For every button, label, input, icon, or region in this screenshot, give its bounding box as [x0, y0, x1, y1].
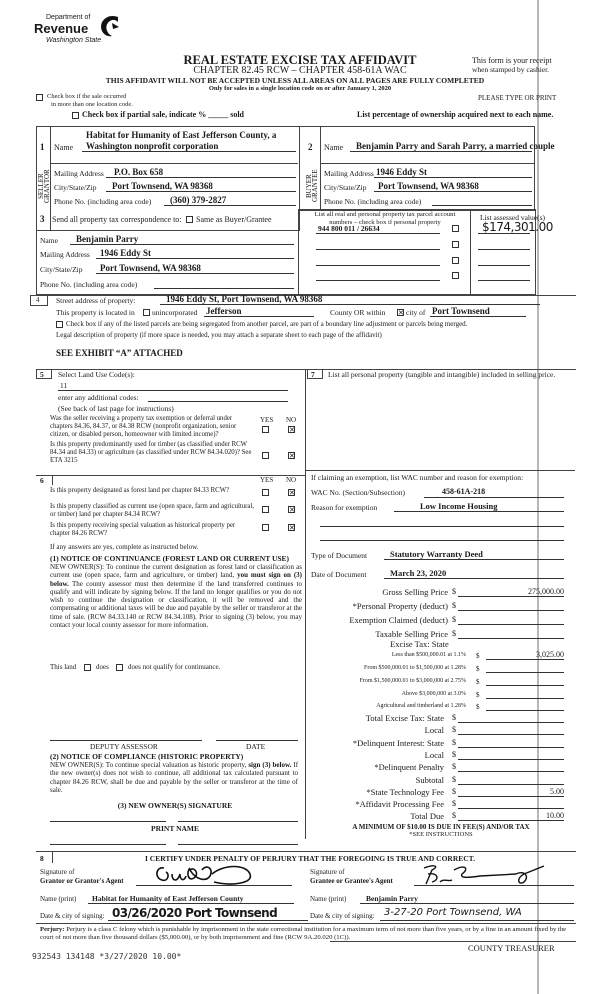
tax-row-label: *State Technology Fee [366, 786, 444, 797]
seller-side-label [37, 166, 50, 206]
deputy-assessor-label: DEPUTY ASSESSOR [90, 742, 158, 751]
question-yes-checkbox[interactable] [262, 506, 269, 513]
section8-number: 8 [40, 854, 44, 863]
personal-property-checkbox[interactable] [452, 257, 459, 264]
seller-mailing-underline [106, 177, 296, 178]
qualify-does-checkbox[interactable] [84, 664, 91, 671]
question-text: Was the seller receiving a property tax exemption or deferral under chapters 84.36, 84.37, or 84.38 RCW (nonprofit organization, senior citizen, or disabled person, homeowner with limited income)? [50, 415, 237, 438]
section3-top [36, 230, 298, 231]
tax-row-underline [458, 596, 564, 597]
grantee-date-city-value[interactable]: 3-27-20 Port Townsend, WA [384, 907, 522, 918]
new-owner-signature-line-1[interactable] [50, 821, 166, 822]
section3-label: Send all property tax correspondence to: [52, 215, 182, 224]
parcel-header-2: numbers – check box if personal property [329, 219, 441, 226]
tax-row-label: Local [424, 725, 444, 736]
street-value[interactable]: 1946 Eddy St, Port Townsend, WA 98368 [166, 294, 323, 304]
tax-row-label: Subtotal [415, 774, 444, 785]
form-warning: THIS AFFIDAVIT WILL NOT BE ACCEPTED UNLESS ALL AREAS ON ALL PAGES ARE FULLY COMPLETED [105, 76, 485, 85]
grantor-date-city-value[interactable]: 03/26/2020 Port Townsend [112, 906, 278, 920]
grantor-name-label: Name (print) [40, 895, 77, 903]
notice1-title: (1) NOTICE OF CONTINUANCE (FOREST LAND OR CURRENT USE) [50, 554, 290, 563]
grantee-sig-label-1: Signature of [310, 868, 345, 876]
same-as-buyer-checkbox[interactable] [186, 216, 193, 223]
dollar-sign: $ [452, 587, 456, 596]
buyer-side-label-1: BUYER [305, 174, 313, 198]
qualify-does-label: does [96, 663, 109, 671]
dollar-sign: $ [476, 665, 480, 673]
notice2-text-a: NEW OWNER(S): To continue special valuation as historic property, [50, 761, 247, 769]
question-no-checkbox[interactable]: ✕ [289, 506, 295, 514]
county-underline [204, 316, 314, 317]
dollar-sign: $ [476, 652, 480, 660]
grantor-sig-label-2: Grantor or Grantor's Agent [40, 877, 124, 885]
buyer-section-number: 2 [308, 142, 313, 152]
logo-department: Department of [46, 14, 91, 21]
parcel-left-border [298, 209, 299, 294]
corr-phone-label: Phone No. (including area code) [40, 280, 138, 289]
tax-row-label: Gross Selling Price [382, 587, 448, 597]
buyer-mailing-underline [374, 177, 532, 178]
tax-row-value[interactable]: 5.00 [550, 786, 564, 796]
dollar-sign: $ [476, 691, 480, 699]
seller-name-label: Name [54, 143, 74, 152]
seller-name-line1[interactable]: Habitat for Humanity of East Jefferson County, a [86, 130, 277, 140]
exemption-top [305, 470, 575, 471]
form-subtitle: CHAPTER 82.45 RCW – CHAPTER 458-61A WAC [193, 65, 407, 76]
print-name-label: PRINT NAME [151, 824, 199, 833]
no-header-5: NO [286, 416, 297, 424]
wac-value[interactable]: 458-61A-218 [442, 487, 486, 496]
seller-section-number: 1 [40, 142, 45, 152]
grantee-sig-label-2: Grantee or Grantee's Agent [310, 877, 393, 885]
tax-row-label: Agricultural and timberland at 1.28% [376, 703, 466, 709]
doc-date-label: Date of Document [311, 570, 367, 579]
see-instructions: *SEE INSTRUCTIONS [409, 831, 473, 838]
corr-name-value[interactable]: Benjamin Parry [76, 234, 139, 244]
corr-mailing-label: Mailing Address [40, 250, 90, 259]
personal-property-checkbox[interactable] [452, 241, 459, 248]
reason-label: Reason for exemption [311, 503, 378, 512]
tax-row-label: Total Excise Tax: State [365, 713, 444, 723]
city-underline [430, 316, 526, 317]
seller-phone-underline [164, 205, 296, 206]
tax-row-underline [458, 759, 564, 760]
legal-description[interactable]: SEE EXHIBIT “A” ATTACHED [56, 348, 183, 358]
receipt-note-1: This form is your receipt [472, 56, 552, 65]
city-checkbox[interactable]: ✕ [398, 309, 404, 317]
dollar-sign: $ [452, 601, 456, 610]
corr-city-underline [96, 273, 294, 274]
exemption-label: If claiming an exemption, list WAC number and reason for exemption: [311, 473, 524, 482]
wac-label: WAC No. (Section/Subsection) [311, 488, 405, 497]
tax-row-label: *Affidavit Processing Fee [355, 799, 444, 810]
grantee-signature-line [414, 885, 574, 886]
multi-location-checkbox[interactable] [36, 94, 43, 101]
seller-name-underline [82, 151, 296, 152]
tax-row-underline [458, 820, 564, 821]
dollar-sign: $ [476, 703, 480, 711]
same-as-buyer-label: Same as Buyer/Grantee [196, 215, 272, 224]
question-yes-checkbox[interactable] [262, 426, 269, 433]
segregated-label: Check box if any of the listed parcels are being segregated from another parcel, are part of a boundary line adjustment or parcels being merged. [66, 320, 468, 328]
seller-phone-label: Phone No. (including area code) [54, 197, 152, 206]
buyer-city-label: City/State/Zip [324, 183, 367, 192]
grantor-sig-label-1: Signature of [40, 868, 75, 876]
dollar-sign: $ [452, 774, 456, 784]
city-of-label: city of [406, 308, 426, 317]
tax-row-underline [486, 672, 564, 673]
seller-mailing-label: Mailing Address [54, 169, 104, 178]
print-name-line-2[interactable] [178, 844, 298, 845]
doc-type-underline [384, 559, 564, 560]
personal-property-checkbox[interactable] [452, 225, 459, 232]
new-owner-signature-line-2[interactable] [178, 821, 298, 822]
dollar-sign: $ [476, 678, 480, 686]
multi-location-label-2: in more than one location code. [51, 101, 133, 108]
corr-name-label: Name [40, 236, 58, 245]
question-no-checkbox[interactable]: ✕ [289, 426, 295, 434]
tax-row-value[interactable]: 275,000.00 [528, 587, 564, 596]
question-yes-checkbox[interactable] [262, 452, 269, 459]
grantor-date-city-underline [108, 920, 308, 921]
tax-row-underline [458, 610, 564, 611]
parcel-top [298, 209, 534, 210]
county-value[interactable]: Jefferson [206, 306, 242, 316]
notice1-text-a: NEW OWNER(S): To continue the current designation as forest land or classification as current use (open space, farm and agriculture, or timber) land, [50, 563, 302, 580]
qualify-label: This land [50, 663, 77, 671]
see-back-note: (See back of last page for instructions) [58, 404, 174, 413]
tax-row-label: *Delinquent Interest: State [352, 737, 444, 748]
partial-sale-checkbox[interactable] [72, 112, 79, 119]
doc-date-value[interactable]: March 23, 2020 [390, 568, 447, 578]
personal-property-checkbox[interactable] [452, 272, 459, 279]
form-only-for: Only for sales in a single location code on or after January 1, 2020 [208, 85, 392, 92]
tax-row-underline [458, 771, 564, 772]
city-value[interactable]: Port Townsend [432, 306, 490, 316]
form-title: REAL ESTATE EXCISE TAX AFFIDAVIT [183, 53, 417, 67]
deputy-date-label: DATE [246, 742, 266, 751]
grantor-name-underline [88, 903, 294, 904]
parcel-number[interactable]: 944 800 011 / 26634 [318, 224, 380, 233]
section7-number: 7 [311, 370, 315, 379]
assessed-left-border [470, 209, 471, 294]
street-underline [160, 304, 540, 305]
logo-state: Washington State [46, 37, 102, 44]
buyer-divider-h [320, 163, 534, 164]
buyer-name-underline [350, 151, 532, 152]
corr-mailing-value[interactable]: 1946 Eddy St [100, 248, 152, 258]
county-treasurer-label: COUNTY TREASURER [468, 943, 555, 953]
reason-extra-line-2[interactable] [320, 540, 564, 541]
tax-row-label: Above $3,000,000 at 3.0% [401, 691, 466, 697]
grantor-name-value[interactable]: Habitat for Humanity of East Jefferson County [92, 894, 244, 903]
tax-row-label: Taxable Selling Price [375, 629, 448, 639]
notice1-text-b: The county assessor must then determine if the land transferred continues to qualify and will indicate by signing below. If the land no longer qualifies or you do not wish to continue the designation or classification, it will be removed and the compensating or additional taxes will be due and payable by the seller or transferor at the time of sale. (RCW 84.33.140 or RCW 84.34.108). Prior to signing (3) below, you may contact your local county assessor for more information. [50, 579, 303, 630]
if-yes-note: If any answers are yes, complete as instructed below. [50, 543, 199, 551]
seller-phone-value[interactable]: (360) 379-2827 [170, 195, 227, 205]
reason-value[interactable]: Low Income Housing [420, 501, 498, 511]
section8-top [36, 851, 576, 852]
section6-number-divider [52, 475, 53, 485]
assessed-underline [478, 233, 530, 234]
parcel-underline [316, 233, 440, 234]
tax-row-underline [458, 734, 564, 735]
notice2-title: (2) NOTICE OF COMPLIANCE (HISTORIC PROPERTY) [50, 752, 244, 761]
tax-row-label: From $1,500,000.01 to $3,000,000 at 2.75% [359, 678, 466, 684]
tax-row-underline [458, 808, 564, 809]
grantor-signature-line [136, 885, 292, 886]
additional-codes-label: enter any additional codes: [58, 393, 139, 402]
deputy-assessor-date-line[interactable] [216, 740, 298, 741]
assessed-underline [478, 265, 530, 266]
tax-row-underline [458, 624, 564, 625]
question-yes-checkbox[interactable] [262, 524, 269, 531]
legal-label: Legal description of property (if more space is needed, you may attach a separate sheet to each page of the affidavit) [56, 331, 382, 339]
personal-property-label: List all personal property (tangible and intangible) included in selling price. [328, 370, 556, 379]
land-use-underline [58, 390, 288, 391]
tax-row-underline [486, 698, 564, 699]
grantee-signature[interactable] [420, 860, 550, 888]
buyer-city-value[interactable]: Port Townsend, WA 98368 [378, 181, 479, 191]
assessed-underline [478, 280, 530, 281]
question-no-checkbox[interactable]: ✕ [289, 524, 295, 532]
wac-underline [424, 497, 564, 498]
dollar-sign: $ [452, 615, 456, 624]
tax-row-label: Less than $500,000.01 at 1.1% [391, 652, 466, 658]
seller-city-label: City/State/Zip [54, 183, 97, 192]
notice1-body [50, 563, 302, 629]
question-text: Is this property designated as forest land per chapter 84.33 RCW? [50, 487, 230, 494]
tax-row-label: From $500,000.01 to $1,500,000 at 1.28% [364, 665, 466, 671]
county-or-label: County OR within [330, 308, 386, 317]
perjury-note [40, 926, 574, 942]
dollar-sign: $ [452, 725, 456, 735]
buyer-mailing-label: Mailing Address [324, 169, 374, 178]
notice2-body [50, 761, 298, 794]
question-no-checkbox[interactable]: ✕ [289, 489, 295, 497]
logo-revenue: Revenue [34, 21, 89, 36]
yes-header-5: YES [260, 416, 274, 424]
parcel-underline [316, 249, 440, 250]
dollar-sign: $ [452, 629, 456, 638]
tax-row-underline [486, 685, 564, 686]
question-no-checkbox[interactable]: ✕ [289, 452, 295, 460]
tax-row-label: *Delinquent Penalty [374, 762, 444, 773]
buyer-divider [320, 126, 321, 209]
doc-type-value[interactable]: Statutory Warranty Deed [390, 549, 483, 559]
segregated-checkbox[interactable] [56, 321, 63, 328]
seller-city-underline [106, 191, 296, 192]
deputy-assessor-signature-line[interactable] [50, 740, 202, 741]
corr-phone-underline[interactable] [154, 288, 294, 289]
land-use-code[interactable]: 11 [60, 381, 68, 390]
tax-row-underline [458, 747, 564, 748]
notice1-text-bold: you must sign on (3) below. [50, 571, 302, 588]
dollar-sign: $ [452, 811, 456, 821]
tax-row-label: *Personal Property (deduct) [352, 601, 448, 611]
minimum-note: A MINIMUM OF $10.00 IS DUE IN FEE(S) AND/OR TAX [352, 823, 530, 831]
print-name-line-1[interactable] [50, 844, 166, 845]
receipt-stamp: 932543 134148 *3/27/2020 10.00* [32, 952, 182, 961]
question-text: Is this property predominantly used for timber (as classified under RCW 84.34 and 84.33) or agriculture (as classified under RCW 84.34.020)? See ETA 3215 [50, 441, 252, 464]
reason-extra-line-1[interactable] [320, 526, 564, 527]
perjury-top [36, 923, 576, 924]
assessed-value[interactable]: $174,301.00 [482, 220, 553, 234]
buyer-name-value[interactable]: Benjamin Parry and Sarah Parry, a married couple [356, 141, 555, 151]
dollar-sign: $ [452, 786, 456, 796]
notice2-text-bold: sign (3) below. [248, 761, 292, 769]
perjury-bold: Perjury: [40, 926, 65, 933]
located-label: This property is located in [56, 308, 135, 317]
parcel-header-1: List all real and personal property tax parcel account [314, 211, 456, 218]
land-use-label: Select Land Use Code(s): [58, 370, 135, 379]
qualify-does-not-checkbox[interactable] [116, 664, 123, 671]
logo-swoosh-icon [96, 13, 122, 39]
corr-name-underline [70, 244, 294, 245]
unincorporated-label: unincorporated [152, 308, 198, 317]
buyer-side-label-2: GRANTEE [311, 169, 319, 203]
additional-codes-field[interactable] [148, 401, 288, 402]
question-yes-checkbox[interactable] [262, 489, 269, 496]
tax-row-underline [486, 659, 564, 660]
tax-row-underline [458, 784, 564, 785]
seller-mailing-value[interactable]: P.O. Box 658 [114, 167, 164, 177]
buyer-side-label [305, 166, 318, 206]
buyer-phone-underline[interactable] [432, 205, 532, 206]
assessed-header: List assessed value(s) [480, 213, 545, 222]
tax-row-label: Total Due [410, 811, 444, 822]
buyer-name-label: Name [324, 143, 344, 152]
partial-sale-label: Check box if partial sale, indicate % _____ sold [82, 110, 245, 119]
reason-underline [394, 511, 564, 512]
receipt-note-2: when stamped by cashier. [472, 65, 550, 74]
section6-number: 6 [40, 476, 44, 485]
notice2-text-b: If the new owner(s) does not wish to continue, all additional tax calculated pursuant to chapter 84.26 RCW, shall be due and payable by the seller or transferor at the time of sale. [50, 761, 299, 794]
section4-number: 4 [36, 296, 40, 304]
dollar-sign: $ [452, 713, 456, 722]
no-header-6: NO [286, 476, 297, 484]
section8-number-divider [52, 851, 53, 863]
tax-row-value[interactable]: 10.00 [546, 811, 564, 821]
corr-mailing-underline [96, 258, 294, 259]
buyer-phone-label: Phone No. (including area code) [324, 197, 422, 206]
grantee-name-underline [360, 903, 574, 904]
section7-number-box [307, 369, 323, 379]
grantor-date-city-label: Date & city of signing: [40, 912, 105, 920]
street-label: Street address of property: [56, 296, 136, 305]
tax-row-value[interactable]: 3,025.00 [536, 650, 564, 659]
doc-date-underline [384, 578, 564, 579]
seller-name-line2[interactable]: Washington nonprofit corporation [86, 141, 219, 151]
excise-state-label: Excise Tax: State [390, 639, 449, 649]
buyer-mailing-value[interactable]: 1946 Eddy St [376, 167, 428, 177]
perjury-bottom [330, 941, 576, 942]
seller-side-label-2: GRANTOR [43, 169, 51, 203]
seller-city-value[interactable]: Port Townsend, WA 98368 [112, 181, 213, 191]
new-owner-signature-title: (3) NEW OWNER(S) SIGNATURE [117, 801, 233, 810]
tax-row-underline [458, 722, 564, 723]
type-or-print: PLEASE TYPE OR PRINT [478, 94, 557, 102]
ownership-note: List percentage of ownership acquired next to each name. [357, 110, 554, 119]
seller-side-label-1: SELLER [37, 173, 45, 199]
grantor-signature[interactable] [150, 860, 260, 888]
tax-row-underline [458, 638, 564, 639]
dollar-sign: $ [452, 799, 456, 809]
buyer-city-underline [374, 191, 532, 192]
grantee-name-label: Name (print) [310, 895, 347, 903]
doc-type-label: Type of Document [311, 551, 368, 560]
section3-number: 3 [40, 214, 45, 224]
dollar-sign: $ [452, 762, 456, 772]
parcel-underline [316, 265, 440, 266]
grantee-name-value[interactable]: Benjamin Parry [366, 894, 418, 903]
multi-location-label-1: Check box if the sale occurred [47, 93, 127, 100]
corr-city-label: City/State/Zip [40, 265, 83, 274]
question-text: Is this property classified as current use (open space, farm and agricultural, or timber) land per chapter 84.34 RCW? [50, 503, 255, 518]
dollar-sign: $ [452, 749, 456, 759]
dollar-sign: $ [452, 737, 456, 747]
tax-row-underline [486, 710, 564, 711]
tax-row-label: Local [424, 749, 444, 760]
section5-number: 5 [40, 370, 44, 379]
question-text: Is this property receiving special valuation as historical property per chapter 84.26 RCW? [50, 522, 236, 537]
section5-number-box [36, 369, 52, 379]
corr-city-value[interactable]: Port Townsend, WA 98368 [100, 263, 201, 273]
qualify-does-not-label: does not qualify for continuance. [128, 663, 221, 671]
certify-statement: I CERTIFY UNDER PENALTY OF PERJURY THAT THE FOREGOING IS TRUE AND CORRECT. [144, 854, 475, 863]
grantee-date-city-label: Date & city of signing: [310, 912, 375, 920]
tax-row-label: Exemption Claimed (deduct) [349, 615, 448, 625]
grantee-date-city-underline [380, 920, 574, 921]
assessed-underline [478, 249, 530, 250]
dor-logo [32, 12, 122, 48]
perjury-text: Perjury is a class C felony which is punishable by imprisonment in the state correctional institution for a maximum term of not more than five years, or by a fine in an amount fixed by the court of not more than five thousand dollars ($5,000.00), or by both imprisonment and fine (RCW 9A.20.020 (1C)). [40, 926, 567, 941]
unincorporated-checkbox[interactable] [143, 309, 150, 316]
tax-row-underline [458, 796, 564, 797]
seller-divider-h [50, 163, 298, 164]
yes-header-6: YES [260, 476, 274, 484]
parcel-underline [316, 280, 440, 281]
